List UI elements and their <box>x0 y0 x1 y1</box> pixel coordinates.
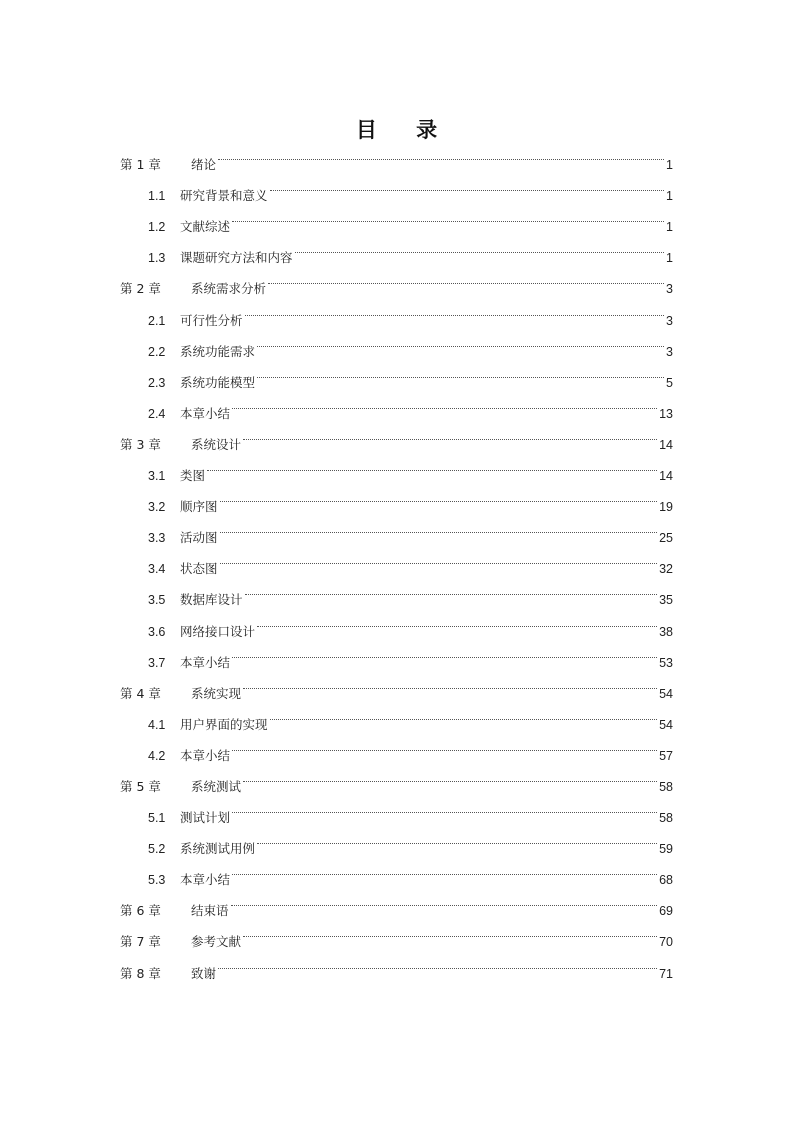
toc-entry-number: 3.3 <box>148 531 166 546</box>
toc-chapter-entry[interactable] <box>120 138 673 173</box>
toc-entry-page-number: 59 <box>659 842 673 857</box>
toc-dot-leader <box>232 853 657 884</box>
toc-entry-number: 第 1 章 <box>120 157 161 173</box>
toc-entry-page-number: 5 <box>666 375 673 390</box>
toc-dot-leader <box>232 200 664 231</box>
toc-entry-number: 3.6 <box>148 624 166 639</box>
toc-entry-number: 4.2 <box>148 748 166 763</box>
toc-entry-page-number: 32 <box>659 562 673 577</box>
toc-dot-leader <box>257 604 657 635</box>
toc-dot-leader <box>257 325 664 356</box>
toc-entry-title: 可行性分析 <box>180 312 243 328</box>
toc-dot-leader <box>257 356 664 387</box>
toc-dot-leader <box>231 884 658 915</box>
toc-dot-leader <box>220 511 658 542</box>
toc-entry-page-number: 19 <box>659 500 673 515</box>
toc-entry-number: 5.2 <box>148 842 166 857</box>
toc-entry-title: 系统功能需求 <box>180 343 256 359</box>
toc-entry-title: 系统功能模型 <box>180 374 256 390</box>
toc-entry-page-number: 38 <box>659 624 673 639</box>
toc-dot-leader <box>232 387 657 418</box>
toc-entry-number: 3.2 <box>148 500 166 515</box>
toc-entry-title: 致谢 <box>191 965 217 981</box>
toc-entry-title: 文献综述 <box>180 219 231 235</box>
toc-entry-number: 4.1 <box>148 717 166 732</box>
toc-entry-title: 类图 <box>180 468 206 484</box>
toc-entry-page-number: 58 <box>659 811 673 826</box>
toc-entry-number: 第 2 章 <box>120 281 161 297</box>
toc-dot-leader <box>245 293 665 324</box>
toc-entry-page-number: 1 <box>666 158 673 173</box>
toc-entry-page-number: 3 <box>666 344 673 359</box>
toc-dot-leader <box>270 698 658 729</box>
toc-entry-page-number: 1 <box>666 251 673 266</box>
toc-entry-number: 1.1 <box>148 189 166 204</box>
toc-entry-number: 第 7 章 <box>120 934 161 950</box>
toc-entry-page-number: 35 <box>659 593 673 608</box>
toc-entry-page-number: 1 <box>666 220 673 235</box>
toc-entry-title: 本章小结 <box>180 872 231 888</box>
toc-entry-page-number: 68 <box>659 873 673 888</box>
toc-entry-page-number: 54 <box>659 686 673 701</box>
toc-entry-title: 系统设计 <box>191 436 242 452</box>
toc-entry-page-number: 13 <box>659 406 673 421</box>
toc-dot-leader <box>243 915 657 946</box>
toc-entry-page-number: 3 <box>666 282 673 297</box>
toc-entry-number: 2.3 <box>148 375 166 390</box>
toc-dot-leader <box>257 822 657 853</box>
toc-dot-leader <box>218 946 657 977</box>
toc-entry-title: 状态图 <box>180 561 218 577</box>
toc-entry-page-number: 14 <box>659 437 673 452</box>
toc-entry-title: 本章小结 <box>180 405 231 421</box>
toc-entry-page-number: 54 <box>659 717 673 732</box>
toc-entry-number: 第 8 章 <box>120 965 161 981</box>
toc-entry-title: 结束语 <box>191 903 229 919</box>
toc-dot-leader <box>295 231 665 262</box>
toc-entry-number: 第 6 章 <box>120 903 161 919</box>
toc-dot-leader <box>218 138 664 169</box>
toc-entry-number: 5.1 <box>148 811 166 826</box>
toc-dot-leader <box>243 760 657 791</box>
page-title: 目 录 <box>355 118 454 143</box>
toc-dot-leader <box>243 418 657 449</box>
toc-entry-title: 系统实现 <box>191 685 242 701</box>
toc-entry-number: 2.4 <box>148 406 166 421</box>
toc-entry-title: 系统测试用例 <box>180 841 256 857</box>
toc-entry-page-number: 71 <box>659 966 673 981</box>
toc-dot-leader <box>270 169 665 200</box>
toc-dot-leader <box>220 542 658 573</box>
toc-dot-leader <box>232 791 657 822</box>
toc-entry-title: 系统需求分析 <box>191 281 267 297</box>
toc-dot-leader <box>220 480 658 511</box>
toc-entry-page-number: 69 <box>659 904 673 919</box>
toc-entry-title: 本章小结 <box>180 747 231 763</box>
toc-entry-title: 顺序图 <box>180 499 218 515</box>
toc-entry-title: 测试计划 <box>180 810 231 826</box>
toc-dot-leader <box>232 636 657 667</box>
toc-dot-leader <box>268 262 664 293</box>
toc-dot-leader <box>243 667 657 698</box>
table-of-contents <box>120 138 673 981</box>
toc-entry-title: 数据库设计 <box>180 592 243 608</box>
toc-entry-page-number: 58 <box>659 779 673 794</box>
toc-entry-title: 课题研究方法和内容 <box>180 250 293 266</box>
toc-entry-number: 第 5 章 <box>120 778 161 794</box>
toc-entry-number: 1.3 <box>148 251 166 266</box>
toc-entry-number: 5.3 <box>148 873 166 888</box>
toc-dot-leader <box>207 449 657 480</box>
toc-dot-leader <box>232 729 657 760</box>
toc-entry-number: 第 4 章 <box>120 685 161 701</box>
toc-entry-page-number: 57 <box>659 748 673 763</box>
toc-dot-leader <box>245 573 658 604</box>
toc-entry-title: 网络接口设计 <box>180 623 256 639</box>
toc-entry-number: 第 3 章 <box>120 436 161 452</box>
toc-entry-number: 3.4 <box>148 562 166 577</box>
toc-entry-page-number: 1 <box>666 189 673 204</box>
toc-entry-title: 研究背景和意义 <box>180 188 268 204</box>
toc-entry-number: 1.2 <box>148 220 166 235</box>
toc-entry-page-number: 14 <box>659 469 673 484</box>
toc-entry-title: 参考文献 <box>191 934 242 950</box>
toc-entry-page-number: 70 <box>659 935 673 950</box>
toc-entry-page-number: 3 <box>666 313 673 328</box>
toc-entry-number: 3.1 <box>148 469 166 484</box>
toc-entry-page-number: 25 <box>659 531 673 546</box>
toc-entry-number: 2.2 <box>148 344 166 359</box>
toc-entry-number: 3.5 <box>148 593 166 608</box>
toc-entry-title: 活动图 <box>180 530 218 546</box>
toc-entry-title: 用户界面的实现 <box>180 716 268 732</box>
toc-entry-number: 3.7 <box>148 655 166 670</box>
toc-entry-title: 绪论 <box>191 157 217 173</box>
toc-entry-title: 本章小结 <box>180 654 231 670</box>
toc-entry-number: 2.1 <box>148 313 166 328</box>
toc-entry-title: 系统测试 <box>191 778 242 794</box>
toc-entry-page-number: 53 <box>659 655 673 670</box>
